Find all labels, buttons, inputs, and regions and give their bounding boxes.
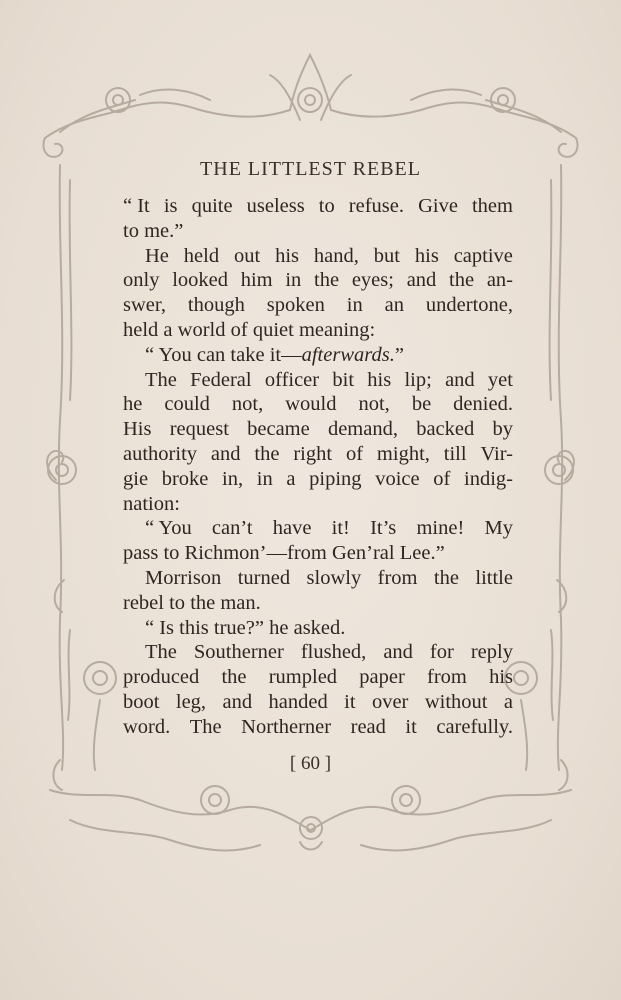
- word: The: [145, 368, 177, 391]
- word: demand,: [327, 418, 398, 441]
- word: request: [169, 418, 229, 441]
- word: refuse.: [348, 195, 404, 217]
- word: held: [123, 318, 164, 341]
- word: produced: [123, 666, 200, 689]
- word: ”: [254, 616, 270, 639]
- word: paper: [359, 666, 405, 689]
- word: his: [489, 666, 513, 689]
- word: indig-: [464, 467, 513, 490]
- word: the: [449, 269, 475, 292]
- right-ornament: [545, 165, 574, 770]
- word: looked: [172, 269, 228, 292]
- word: could: [164, 393, 210, 416]
- word: in: [285, 269, 302, 292]
- word: “ You: [145, 343, 197, 366]
- word: not,: [358, 393, 390, 416]
- word: his: [275, 244, 300, 267]
- word: Vir-: [480, 442, 513, 465]
- left-ornament: [47, 165, 76, 770]
- word: gie: [123, 467, 149, 490]
- word: Lee.”: [399, 542, 445, 565]
- top-ornament: [43, 55, 577, 157]
- word: Northerner: [241, 715, 332, 738]
- word: carefully.: [436, 715, 513, 738]
- word: backed: [416, 418, 475, 441]
- word: his: [367, 368, 392, 391]
- word: and: [210, 442, 241, 465]
- text-line: [123, 318, 513, 343]
- word: captive: [453, 244, 513, 267]
- word: of: [230, 318, 253, 341]
- word: quiet: [252, 318, 299, 341]
- word: slowly: [306, 566, 362, 589]
- text-line: [123, 442, 513, 467]
- word: to: [318, 195, 335, 217]
- word: for: [429, 641, 454, 664]
- word: is: [163, 195, 178, 217]
- word: can: [196, 343, 231, 366]
- word: Southerner: [193, 641, 284, 664]
- word: reply: [470, 641, 513, 664]
- word: boot: [123, 690, 160, 713]
- word: of: [433, 467, 451, 490]
- word: nation:: [123, 492, 180, 515]
- word: a: [286, 467, 296, 490]
- word: the: [190, 591, 221, 614]
- text-line: [123, 566, 513, 591]
- text-line: [123, 640, 513, 665]
- text-line: [123, 417, 513, 442]
- word: quite: [191, 195, 233, 217]
- word: an: [384, 294, 404, 317]
- word: The: [189, 715, 222, 738]
- word: flushed,: [300, 641, 367, 664]
- word: only: [123, 269, 160, 292]
- word: me.”: [144, 219, 184, 242]
- word: became: [247, 418, 310, 441]
- word: leg,: [175, 690, 207, 713]
- word: a: [163, 318, 178, 341]
- word: It’s: [370, 517, 397, 540]
- word: the: [314, 269, 340, 292]
- word: this: [179, 616, 214, 639]
- word: lip;: [404, 368, 432, 391]
- word: and: [222, 690, 253, 713]
- word: true?: [213, 616, 255, 639]
- word: He: [145, 244, 169, 267]
- word: he: [123, 393, 143, 416]
- text-line: [123, 616, 513, 641]
- word: and: [406, 269, 437, 292]
- text-line: [123, 368, 513, 393]
- page-number: [ 60 ]: [289, 753, 332, 774]
- word: asked.: [293, 616, 346, 639]
- word: bit: [332, 368, 355, 391]
- word: authority: [123, 442, 198, 465]
- text-line: [123, 541, 513, 566]
- word: till: [443, 442, 467, 465]
- word: it!: [331, 517, 350, 540]
- word: to: [123, 219, 145, 242]
- word: him: [240, 269, 273, 292]
- word: might,: [376, 442, 430, 465]
- word: an-: [486, 269, 513, 292]
- word: a: [503, 690, 513, 713]
- text-line: [123, 665, 513, 690]
- word: mine!: [416, 517, 465, 540]
- word: little: [475, 566, 513, 589]
- word: in: [346, 294, 363, 317]
- word: spoken: [266, 294, 325, 317]
- word: “ It: [123, 195, 150, 217]
- word: and: [445, 368, 475, 391]
- word: it—: [269, 343, 302, 366]
- word: to: [169, 591, 191, 614]
- word: eyes;: [351, 269, 394, 292]
- word: word.: [123, 715, 171, 738]
- word: from: [377, 566, 418, 589]
- word: Give: [418, 195, 458, 217]
- word: not,: [231, 393, 264, 416]
- word: world: [177, 318, 231, 341]
- word: but: [373, 244, 400, 267]
- word: the: [254, 442, 280, 465]
- word: his: [414, 244, 439, 267]
- text-line: [123, 392, 513, 417]
- word: would: [285, 393, 337, 416]
- text-line: [123, 715, 513, 740]
- word: undertone,: [425, 294, 513, 317]
- word: in: [256, 467, 273, 490]
- word: swer,: [123, 294, 167, 317]
- word: though: [187, 294, 245, 317]
- word: take: [230, 343, 270, 366]
- word: be: [411, 393, 432, 416]
- word: the: [221, 666, 247, 689]
- word: read: [350, 715, 386, 738]
- word: man.: [220, 591, 261, 614]
- word: turned: [237, 566, 291, 589]
- word: he: [269, 616, 294, 639]
- word: “ You: [145, 517, 192, 540]
- word: ”: [394, 343, 404, 366]
- word: over: [371, 690, 409, 713]
- word: Federal: [190, 368, 252, 391]
- word: yet: [487, 368, 513, 391]
- word: officer: [264, 368, 320, 391]
- running-head: THE LITTLEST REBEL: [200, 158, 421, 180]
- word: His: [123, 418, 152, 441]
- word: voice: [375, 467, 420, 490]
- word: held: [183, 244, 220, 267]
- word: have: [272, 517, 312, 540]
- word: rebel: [123, 591, 170, 614]
- word: of: [345, 442, 364, 465]
- text-line: [123, 268, 513, 293]
- text-line: [123, 591, 513, 616]
- word: rumpled: [268, 666, 338, 689]
- word: My: [484, 517, 513, 540]
- text-line: [123, 219, 513, 244]
- word: it: [405, 715, 417, 738]
- text-line: [123, 516, 513, 541]
- word: afterwards.: [301, 343, 395, 366]
- word: and: [383, 641, 413, 664]
- word: Gen’ral: [331, 542, 400, 565]
- word: by: [492, 418, 513, 441]
- word: useless: [246, 195, 305, 217]
- word: them: [471, 195, 513, 217]
- text-line: [123, 467, 513, 492]
- word: meaning:: [298, 318, 376, 341]
- word: the: [433, 566, 459, 589]
- text-line: [123, 244, 513, 269]
- word: pass: [123, 542, 164, 565]
- word: “ Is: [145, 616, 180, 639]
- word: without: [424, 690, 488, 713]
- word: out: [233, 244, 261, 267]
- body-text: [123, 194, 513, 740]
- word: in,: [222, 467, 244, 490]
- word: it: [344, 690, 356, 713]
- word: to: [163, 542, 185, 565]
- word: denied.: [453, 393, 513, 416]
- word: hand,: [313, 244, 359, 267]
- word: piping: [309, 467, 362, 490]
- word: broke: [161, 467, 209, 490]
- text-line: [123, 293, 513, 318]
- word: The: [145, 641, 177, 664]
- text-line: [123, 690, 513, 715]
- word: right: [293, 442, 333, 465]
- word: from: [427, 666, 467, 689]
- text-line: [123, 194, 513, 219]
- text-line: [123, 343, 513, 368]
- word: can’t: [211, 517, 253, 540]
- word: Richmon’—from: [184, 542, 332, 565]
- word: handed: [268, 690, 328, 713]
- word: Morrison: [145, 566, 222, 589]
- text-line: [123, 492, 513, 517]
